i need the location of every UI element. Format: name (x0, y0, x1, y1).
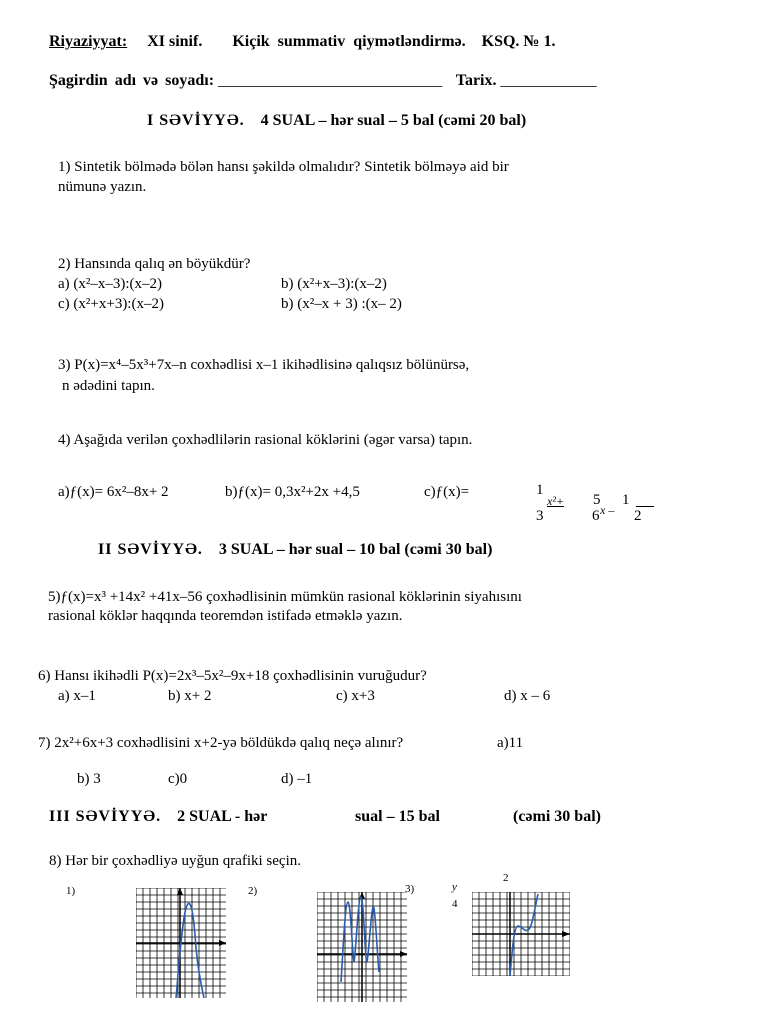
question-3-line2: n ədədini tapın. (62, 378, 155, 394)
graph-3 (472, 892, 570, 976)
q4c-denominator-3: 2 (634, 508, 642, 524)
graph-3-tick-2: 2 (503, 872, 509, 884)
graph-2-label: 2) (248, 885, 258, 897)
grade-label: XI sinif. (147, 33, 203, 50)
question-6-intro: 6) Hansı ikihədli P(x)=2x³–5x²–9x+18 çoxhədlisinin vuruğudur? (38, 668, 427, 684)
q4c-x-minus: x – (600, 503, 615, 517)
q4c-x-squared: x²+ (547, 494, 565, 508)
level1-title: I SƏVİYYƏ. (147, 112, 245, 129)
question-2-option-c: c) (x²+x+3):(x–2) (58, 296, 164, 312)
graph-2-x-arrow (400, 951, 407, 957)
q4c-numerator-2: 5 (593, 492, 601, 508)
question-7-option-a: a)11 (497, 735, 524, 751)
level1-points: 4 SUAL – hər sual – 5 bal (cəmi 20 bal) (260, 112, 527, 129)
level2-heading (98, 541, 492, 559)
level3-title: III SƏVİYYƏ. (49, 808, 162, 825)
question-4-b: b)ƒ(x)= 0,3x²+2x +4,5 (225, 484, 360, 500)
question-7-option-c: c)0 (168, 771, 188, 787)
q4c-denominator-1: 3 (536, 508, 544, 524)
question-1-line1: 1) Sintetik bölmədə bölən hansı şəkildə olmalıdır? Sintetik bölməyə aid bir (58, 159, 509, 175)
graph-3-x-arrow (562, 931, 570, 937)
level3-heading (49, 808, 267, 826)
question-6-option-c: c) x+3 (336, 688, 375, 704)
level2-title: II SƏVİYYƏ. (98, 541, 203, 558)
level1-heading (147, 112, 526, 130)
question-7-option-d: d) –1 (281, 771, 313, 787)
assessment-label: Kiçik summativ qiymətləndirmə. (232, 33, 466, 50)
question-6-option-d: d) x – 6 (504, 688, 551, 704)
date-label: Tarix. (455, 72, 497, 89)
q4c-numerator-1: 1 (536, 482, 544, 498)
level3-points: 2 SUAL - hər (177, 808, 268, 825)
header-line (49, 33, 556, 51)
level3-points-3: (cəmi 30 bal) (513, 808, 601, 825)
question-2-option-b: b) (x²+x–3):(x–2) (281, 276, 387, 292)
assessment-code: KSQ. № 1. (481, 33, 556, 50)
level2-points: 3 SUAL – hər sual – 10 bal (cəmi 30 bal) (218, 541, 493, 558)
graph-1 (136, 888, 226, 998)
question-6-option-b: b) x+ 2 (168, 688, 212, 704)
graph-3-label: 3) (405, 883, 415, 895)
student-name-label: Şagirdin adı və soyadı: (49, 72, 215, 89)
q4c-numerator-3: 1 (622, 492, 630, 508)
graph-3-y-label: y (452, 881, 457, 893)
graph-2 (317, 892, 407, 1002)
student-name-blank: ____________________________ (218, 72, 443, 89)
q4c-fraction-bar (636, 506, 654, 507)
question-5-line1: 5)ƒ(x)=x³ +14x² +41x–56 çoxhədlisinin mümkün rasional köklərinin siyahısını (48, 589, 522, 605)
graph-1-label: 1) (66, 885, 76, 897)
question-2-option-d: b) (x²–x + 3) :(x– 2) (281, 296, 402, 312)
graph-3-tick-4: 4 (452, 898, 458, 910)
question-8-intro: 8) Hər bir çoxhədliyə uyğun qrafiki seçin. (49, 853, 302, 869)
question-2-option-a: a) (x²–x–3):(x–2) (58, 276, 163, 292)
level3-points-2: sual – 15 bal (355, 808, 440, 825)
graph-1-x-arrow (219, 940, 226, 946)
question-7-intro: 7) 2x²+6x+3 coxhədlisini x+2-yə böldükdə qalıq neçə alınır? (38, 735, 404, 751)
date-blank: ____________ (500, 72, 597, 89)
question-4-intro: 4) Aşağıda verilən çoxhədlilərin rasional köklərini (əgər varsa) tapın. (58, 432, 473, 448)
question-6-option-a: a) x–1 (58, 688, 96, 704)
question-4-c-prefix: c)ƒ(x)= (424, 484, 470, 500)
question-1-line2: nümunə yazın. (58, 179, 147, 195)
question-3-line1: 3) P(x)=x⁴–5x³+7x–n coxhədlisi x–1 ikihədlisinə qalıqsız bölünürsə, (58, 357, 470, 373)
question-5-line2: rasional köklər haqqında teoremdən istifadə etməklə yazın. (48, 608, 403, 624)
q4c-denominator-2: 6 (592, 508, 600, 524)
question-2-intro: 2) Hansında qalıq ən böyükdür? (58, 256, 251, 272)
question-7-option-b: b) 3 (77, 771, 101, 787)
question-4-a: a)ƒ(x)= 6x²–8x+ 2 (58, 484, 169, 500)
subject-label: Riyaziyyat: (49, 33, 128, 50)
student-line (49, 72, 597, 90)
